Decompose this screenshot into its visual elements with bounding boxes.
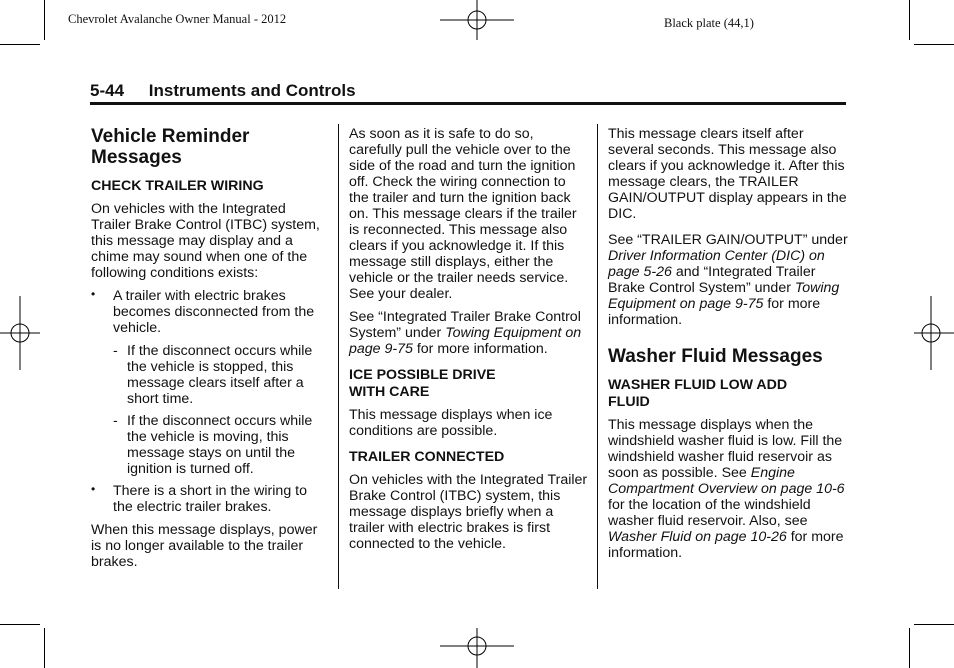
crop-mark — [914, 624, 954, 625]
paragraph-washer-fluid: This message displays when the windshield washer fluid is low. Fill the windshield washer fluid reservoir as soon as possible. See Engine Compartment Overview on page 10-6 for the location of the windshield washer fluid reservoir. Also, see Washer Fluid on page 10-26 for more information. — [608, 417, 845, 561]
section-header — [90, 81, 356, 101]
bullet-glyph: • — [91, 482, 96, 496]
paragraph-ice: This message displays when ice conditions are possible. — [349, 407, 553, 439]
paragraph-closing: When this message displays, power is no longer available to the trailer brakes. — [91, 522, 318, 570]
plate-label: Black plate (44,1) — [664, 16, 754, 30]
heading-vehicle-reminder-messages: Vehicle Reminder Messages — [91, 126, 250, 168]
manual-title: Chevrolet Avalanche Owner Manual - 2012 — [68, 12, 287, 26]
column-divider — [338, 124, 339, 589]
section-title: Instruments and Controls — [148, 81, 356, 100]
paragraph-clears-itself: This message clears itself after several seconds. This message also clears if you acknowledge it. After this message clears, the TRAILER GAIN/OUTPUT display appears in the DIC. — [608, 126, 847, 222]
paragraph-intro: On vehicles with the Integrated Trailer Brake Control (ITBC) system, this message may display and a chime may sound when one of the following conditions exists: — [91, 201, 320, 281]
bullet-item: • A trailer with electric brakes becomes disconnected from the vehicle. — [91, 287, 315, 336]
page-number: 5-44 — [90, 81, 125, 100]
bullet-item: • There is a short in the wiring to the electric trailer brakes. — [91, 482, 307, 515]
section-rule — [90, 102, 846, 105]
link-dic[interactable]: Driver Information Center (DIC) on page 5-26 — [608, 248, 825, 280]
paragraph-see-reference: See “TRAILER GAIN/OUTPUT” under Driver Information Center (DIC) on page 5-26 and “Integrated Trailer Brake Control System” under Towing Equipment on page 9-75 for more information. — [608, 232, 848, 328]
crop-mark — [909, 628, 910, 668]
paragraph-pull-over: As soon as it is safe to do so, carefully pull the vehicle over to the side of the road and turn the ignition off. Check the wiring connection to the trailer and turn the ignition back on. This message clears if the trailer is reconnected. This message also clears if you acknowledge it. If this message still displays, either the vehicle or the trailer needs service. See your dealer. — [349, 126, 577, 302]
crop-mark — [44, 628, 45, 668]
heading-washer-fluid-low: WASHER FLUID LOW ADD FLUID — [608, 377, 788, 410]
link-towing-equipment[interactable]: Towing Equipment on page 9-75 — [349, 325, 582, 357]
crop-mark — [0, 44, 40, 45]
crop-mark — [44, 0, 45, 40]
link-engine-compartment[interactable]: Engine Compartment Overview on page 10-6 — [608, 465, 845, 497]
crop-mark — [909, 0, 910, 40]
link-towing-equipment[interactable]: Towing Equipment on page 9-75 — [608, 280, 840, 312]
registration-mark-bottom — [440, 628, 514, 668]
registration-mark-top — [440, 0, 514, 40]
heading-trailer-connected: TRAILER CONNECTED — [349, 449, 505, 465]
column-3 — [608, 126, 848, 568]
dash-glyph: - — [113, 343, 118, 359]
bullet-glyph: • — [91, 287, 96, 301]
sub-bullet-item: - If the disconnect occurs while the vehicle is stopped, this message clears itself after a short time. — [113, 343, 313, 407]
paragraph-trailer-connected: On vehicles with the Integrated Trailer Brake Control (ITBC) system, this message displays briefly when a trailer with electric brakes is first connected to the vehicle. — [349, 472, 588, 552]
crop-mark — [0, 624, 40, 625]
dash-glyph: - — [113, 413, 118, 429]
column-2 — [349, 126, 589, 559]
registration-mark-right — [914, 296, 954, 370]
paragraph-see-reference: See “Integrated Trailer Brake Control System” under Towing Equipment on page 9-75 for more information. — [349, 309, 582, 357]
heading-check-trailer-wiring: CHECK TRAILER WIRING — [91, 178, 264, 194]
heading-washer-fluid-messages: Washer Fluid Messages — [608, 346, 823, 367]
crop-mark — [914, 44, 954, 45]
link-washer-fluid[interactable]: Washer Fluid on page 10-26 — [608, 529, 787, 545]
column-1 — [91, 126, 329, 577]
sub-bullet-item: - If the disconnect occurs while the vehicle is moving, this message stays on until the ignition is turned off. — [113, 413, 313, 477]
column-divider — [597, 124, 598, 589]
registration-mark-left — [0, 296, 40, 370]
heading-ice-possible: ICE POSSIBLE DRIVE WITH CARE — [349, 367, 496, 400]
